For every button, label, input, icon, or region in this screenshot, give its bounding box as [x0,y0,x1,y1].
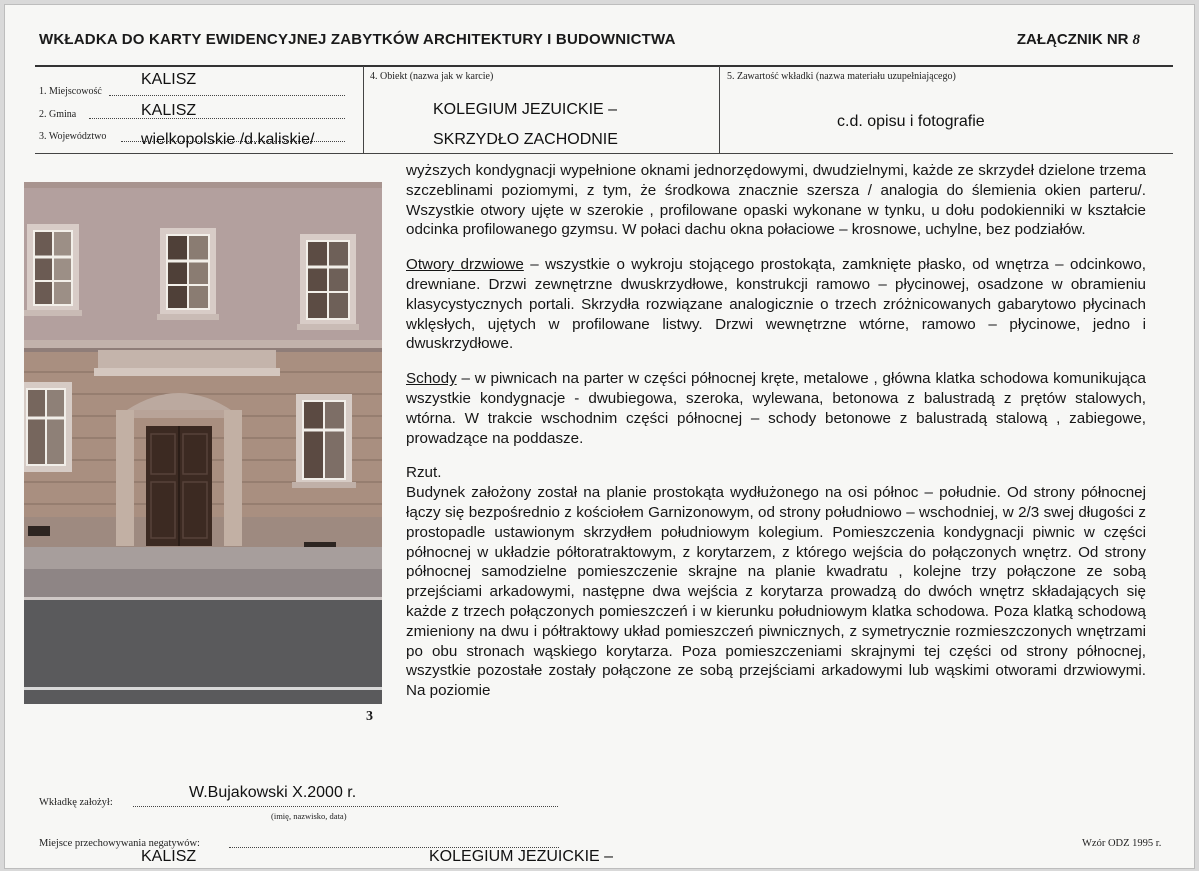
zawartosc-label: 5. Zawartość wkładki (nazwa materiału uzupełniającego) [727,71,956,82]
annex-number-label [1017,31,1140,49]
dotted-line [89,118,345,119]
dotted-line [109,95,345,96]
stairs-heading: Schody [406,370,457,388]
building-facade-image [24,182,382,704]
author-hint: (imię, nazwisko, data) [271,811,347,821]
photo-number: 3 [366,709,373,724]
description-text [406,161,1146,701]
doors-heading: Otwory drzwiowe [406,256,524,274]
author-label: Wkładkę założył: [39,797,113,808]
top-rule [35,65,1173,67]
header-bottom-rule [35,153,1173,154]
form-title: WKŁADKA DO KARTY EWIDENCYJNEJ ZABYTKÓW ARCHITEKTURY I BUDOWNICTWA [39,31,676,48]
miejscowosc-label: 1. Miejscowość [39,86,102,97]
annex-label: ZAŁĄCZNIK NR [1016,31,1129,48]
obiekt-value-line1: KOLEGIUM JEZUICKIE – [433,101,618,118]
form-code: Wzór ODZ 1995 r. [1082,838,1162,849]
building-photo [24,182,382,704]
zawartosc-value: c.d. opisu i fotografie [837,113,985,130]
plan-heading: Rzut. [406,464,442,482]
paragraph-windows: wyższych kondygnacji wypełnione oknami jednorzędowymi, dwudzielnymi, każde ze skrzydeł dzielone trzema szczeblinami poziomymi, z tym, że środkowa znacznie szersza / analogia do ślemienia okien parteru/. Wszystkie otwory ujęte w szerokie , profilowane opaski wykonane w tynku, u dołu podokienniki w kształcie odcinka profilowanego gzymsu. W połaci dachu okna połaciowe – krosnowe, uchylne, bez podziałów. [406,162,1146,239]
annex-number: 8 [1132,32,1140,48]
gmina-value: KALISZ [141,102,197,119]
wojewodztwo-value: wielkopolskie /d.kaliskie/ [141,131,315,148]
obiekt-label: 4. Obiekt (nazwa jak w karcie) [370,71,494,82]
dotted-line [133,806,558,807]
paragraph-doors: Otwory drzwiowe – wszystkie o wykroju stojącego prostokąta, zamknięte płasko, od wnętrza – odcinkowo, drewniane. Drzwi zewnętrzne dwuskrzydłowe, konstrukcji ramowo – płycinowej, osadzone w obramieniu klasycystycznych portali. Skrzydła rozwiązane analogicznie o trzech zróżnicowanych gabarytowo płycinach wklęsłych, ujętych w profilowane listwy. Drzwi wewnętrzne wtórne, ramowo – płycinowe, jedno i dwuskrzydłowe. [406,256,1146,353]
obiekt-value-line2: SKRZYDŁO ZACHODNIE [433,131,618,148]
paragraph-plan: Rzut. Budynek założony został na planie prostokąta wydłużonego na osi północ – południe. Od strony północnej łączy się bezpośrednio z kościołem Garnizonowym, od strony południowo – wschodniej, w 2/3 swej długości z prostopadle ustawionym skrzydłem południowym kolegium. Pomieszczenia kondygnacji piwnic w części północnej w układzie półtoratraktowym, z korytarzem, z którego wejścia do połączonych wnętrz. Od strony północnej samodzielne pomieszczenie skrajne na planie kwadratu , kolejne trzy połączone ze sobą przejściami arkadowymi, następne dwa wejścia z korytarza prowadzą do dwóch wnętrz składających się każde z trzech połączonych pomieszczeń i w kierunku południowym klatka schodowa. Poza klatką schodową zmieniony na dwu i półtraktowy układ pomieszczeń piwnicznych, z symetrycznie rozmieszczonych wnętrzami po obu stronach wąskiego korytarza. Poza pomieszczeniami skrajnymi tej części od strony północnej, wszystkie pozostałe zostały połączone ze sobą przejściami arkadowymi lub wąskimi otworami drzwiowymi. Na poziomie [406,464,1146,700]
author-value: W.Bujakowski X.2000 r. [189,784,357,801]
form-sheet [4,4,1195,869]
column-divider [363,66,364,153]
negatives-value-city: KALISZ [141,848,197,865]
gmina-label: 2. Gmina [39,109,77,120]
miejscowosc-value: KALISZ [141,71,197,88]
column-divider [719,66,720,153]
wojewodztwo-label: 3. Województwo [39,131,107,142]
negatives-value-object: KOLEGIUM JEZUICKIE – [429,848,614,865]
negatives-label: Miejsce przechowywania negatywów: [39,838,200,849]
paragraph-stairs: Schody – w piwnicach na parter w części północnej kręte, metalowe , główna klatka schodowa komunikująca wszystkie kondygnacje - dwubiegowa, szeroka, wylewana, betonowa z balustradą z prętów stalowych, wtórna. W trakcie wschodnim części północnej – schody betonowe z balustradą stalową , zabiegowe, prowadzące na poddasze. [406,370,1146,447]
